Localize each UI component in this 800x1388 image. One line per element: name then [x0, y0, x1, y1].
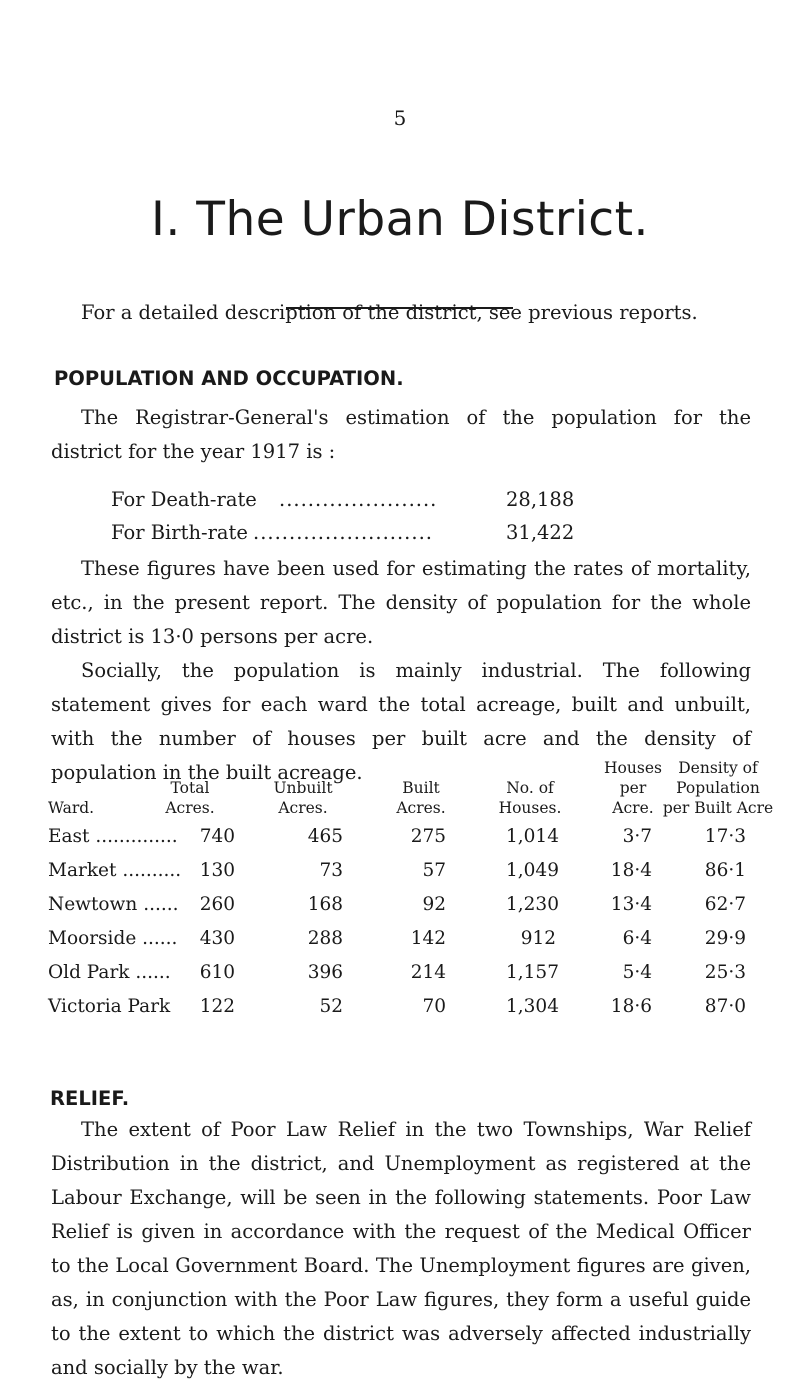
- houses-per-acre: 6·4: [622, 928, 652, 949]
- unbuilt-acres: 396: [307, 962, 343, 983]
- built-acres: 214: [410, 962, 446, 983]
- no-of-houses: 1,049: [506, 860, 559, 881]
- rate-label: For Birth-rate: [111, 521, 248, 544]
- header-built-acres: Built Acres.: [396, 779, 446, 817]
- total-acres: 430: [199, 928, 235, 949]
- no-of-houses: 912: [520, 928, 556, 949]
- density: 17·3: [704, 826, 746, 847]
- houses-per-acre: 18·4: [610, 860, 652, 881]
- density: 62·7: [704, 894, 746, 915]
- houses-per-acre: 5·4: [622, 962, 652, 983]
- built-acres: 70: [422, 996, 446, 1017]
- rate-leader-dots: .........................: [253, 521, 433, 544]
- built-acres: 142: [410, 928, 446, 949]
- table-row: [48, 826, 768, 852]
- header-total-acres: Total Acres.: [165, 779, 215, 817]
- rate-leader-dots: ......................: [279, 488, 438, 511]
- total-acres: 260: [199, 894, 235, 915]
- unbuilt-acres: 73: [319, 860, 343, 881]
- density: 86·1: [704, 860, 746, 881]
- houses-per-acre: 3·7: [622, 826, 652, 847]
- no-of-houses: 1,304: [506, 996, 559, 1017]
- page-number: 5: [393, 106, 407, 130]
- header-density: Density of Population per Built Acre: [662, 759, 774, 817]
- rate-value: 31,422: [506, 521, 575, 544]
- header-no-of-houses: No. of Houses.: [498, 779, 562, 817]
- rate-row-death: [111, 488, 581, 514]
- total-acres: 130: [199, 860, 235, 881]
- houses-per-acre: 18·6: [610, 996, 652, 1017]
- ward-name: Old Park ......: [48, 962, 171, 983]
- unbuilt-acres: 168: [307, 894, 343, 915]
- population-paragraph-3: Socially, the population is mainly industrial. The following statement gives for each ward the total acreage, built and unbuilt, with the number of houses per built acre and the density of population in the built acreage.: [51, 659, 751, 784]
- page-title: I. The Urban District.: [151, 192, 649, 247]
- table-row: [48, 860, 768, 886]
- houses-per-acre: 13·4: [610, 894, 652, 915]
- rate-label: For Death-rate: [111, 488, 257, 511]
- unbuilt-acres: 465: [307, 826, 343, 847]
- relief-heading: RELIEF.: [50, 1087, 130, 1110]
- built-acres: 57: [422, 860, 446, 881]
- built-acres: 92: [422, 894, 446, 915]
- header-ward: Ward.: [48, 799, 95, 817]
- density: 87·0: [704, 996, 746, 1017]
- rate-row-birth: [111, 521, 581, 547]
- ward-name: Market ..........: [48, 860, 182, 881]
- density: 29·9: [704, 928, 746, 949]
- total-acres: 740: [199, 826, 235, 847]
- table-row: [48, 928, 768, 954]
- ward-name: Victoria Park: [48, 996, 171, 1017]
- population-paragraph-1: The Registrar-General's estimation of the population for the district for the year 1917 is :: [51, 406, 751, 463]
- intro-paragraph: For a detailed description of the district, see previous reports.: [81, 301, 698, 324]
- no-of-houses: 1,157: [506, 962, 559, 983]
- population-heading: POPULATION AND OCCUPATION.: [54, 367, 404, 390]
- ward-name: Newtown ......: [48, 894, 179, 915]
- built-acres: 275: [410, 826, 446, 847]
- unbuilt-acres: 52: [319, 996, 343, 1017]
- table-row: [48, 962, 768, 988]
- header-houses-per-acre: Houses per Acre.: [604, 759, 662, 817]
- total-acres: 610: [199, 962, 235, 983]
- density: 25·3: [704, 962, 746, 983]
- no-of-houses: 1,230: [506, 894, 559, 915]
- no-of-houses: 1,014: [506, 826, 559, 847]
- population-paragraph-2: These figures have been used for estimating the rates of mortality, etc., in the present report. The density of population for the whole district is 13·0 persons per acre.: [51, 557, 751, 648]
- table-row: [48, 894, 768, 920]
- relief-paragraph: The extent of Poor Law Relief in the two Townships, War Relief Distribution in the district, and Unemployment as registered at the Labour Exchange, will be seen in the following statements. Poor Law Relief is given in accordance with the request of the Medical Officer to the Local Government Board. The Unemployment figures are given, as, in conjunction with the Poor Law figures, they form a useful guide to the extent to which the district was adversely affected industrially and socially by the war.: [51, 1118, 751, 1379]
- ward-name: East ..............: [48, 826, 178, 847]
- rate-value: 28,188: [506, 488, 575, 511]
- table-row: [48, 996, 768, 1022]
- header-unbuilt-acres: Unbuilt Acres.: [273, 779, 333, 817]
- ward-name: Moorside ......: [48, 928, 178, 949]
- unbuilt-acres: 288: [307, 928, 343, 949]
- total-acres: 122: [199, 996, 235, 1017]
